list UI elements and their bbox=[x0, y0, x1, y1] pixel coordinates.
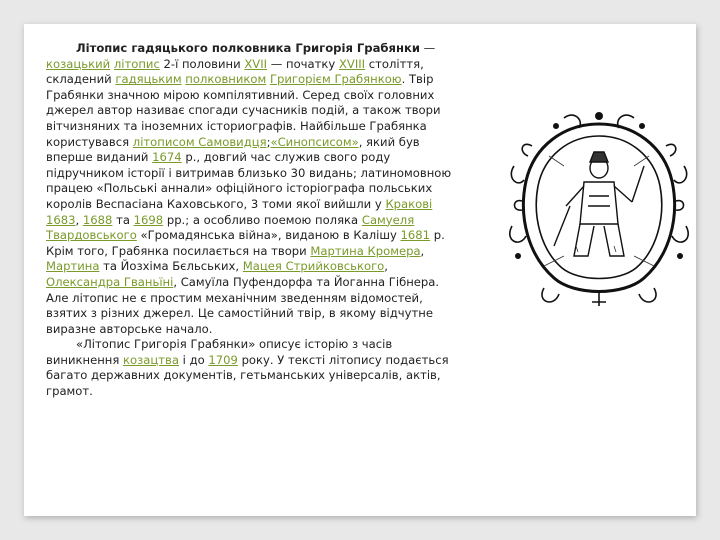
text-link[interactable]: «Синопсисом» bbox=[270, 134, 359, 149]
text-link[interactable]: 1674 bbox=[152, 150, 182, 165]
text-link[interactable]: літописом Самовидця bbox=[132, 134, 267, 149]
text-link[interactable]: козацький bbox=[46, 56, 111, 71]
paragraph-1 bbox=[46, 41, 464, 337]
text-run: 2-ї половини bbox=[159, 56, 245, 71]
text-link[interactable]: XVII bbox=[244, 56, 268, 71]
text-link[interactable]: полковником bbox=[185, 72, 267, 87]
text-run: «Громадянська війна», виданою в Калішу bbox=[136, 228, 401, 243]
text-link[interactable]: XVIII bbox=[338, 56, 366, 71]
text-link[interactable]: 1698 bbox=[133, 212, 164, 227]
slide bbox=[24, 24, 696, 516]
text-run: року. У тексті літопису подається багато державних документів, гетьманських універсалів, актів, грамот. bbox=[46, 352, 449, 399]
text-run: , Самуїла Пуфендорфа та Йоганна Гібнера. Але літопис не є простим механічним зведенням відомостей, взятих з різних джерел. Це самостійний твір, в якому відчутне виразне авторське начало. bbox=[46, 274, 440, 336]
text-link[interactable]: козацтва bbox=[123, 352, 179, 367]
document-title: Літопис гадяцького полковника Григорія Грабянки bbox=[76, 41, 420, 55]
text-link[interactable]: 1688 bbox=[82, 212, 113, 227]
text-run: . Твір Грабянки значною мірою компілятивний. Серед своїх головних джерел автор називає спогади сучасників подій, а також твори вітчизняних та іноземних істориографів. Найбільше Грабянка користувався bbox=[46, 72, 441, 149]
text-run: та Йозхіма Бєльських, bbox=[99, 259, 243, 274]
text-run: , bbox=[420, 243, 425, 258]
text-link[interactable]: літопис bbox=[113, 56, 160, 71]
text-run: століття, складений bbox=[46, 56, 424, 87]
text-link[interactable]: Григорієм Грабянкою bbox=[269, 72, 402, 87]
text-link[interactable]: Мартина bbox=[46, 259, 100, 274]
text-link[interactable]: 1681 bbox=[400, 228, 431, 243]
paragraph-2 bbox=[46, 337, 464, 399]
text-block bbox=[46, 41, 464, 400]
text-link[interactable]: 1709 bbox=[208, 352, 238, 367]
text-run: ; bbox=[266, 134, 271, 149]
cossack-emblem-icon bbox=[504, 106, 694, 311]
text-run: — початку bbox=[267, 56, 339, 71]
text-link[interactable]: Олександра Гваньїні bbox=[46, 274, 174, 289]
text-link[interactable]: Мартина Кромера bbox=[310, 243, 421, 258]
text-run: , який був вперше виданий bbox=[46, 134, 420, 165]
text-link[interactable]: гадяцьким bbox=[115, 72, 182, 87]
text-run: «Літопис Григорія Грабянки» описує історію з часів виникнення bbox=[46, 337, 393, 367]
text-run: , bbox=[384, 259, 388, 274]
text-link[interactable]: 1683 bbox=[46, 212, 76, 227]
text-link[interactable]: Мацея Стрийковського bbox=[242, 259, 385, 274]
text-run: і до bbox=[178, 352, 209, 367]
text-run: та bbox=[112, 212, 134, 227]
text-run: р., довгий час служив свого роду підручником історії і витримав близько 30 видань; латиномовною працею «Польські аннали» офіційного історіографа польських королів Веспасіана Каховського, 3 томи якої вийшли у bbox=[46, 150, 452, 211]
text-run: , bbox=[75, 212, 83, 227]
text-link[interactable]: Кракові bbox=[385, 196, 433, 211]
text-link[interactable]: Самуеля Твардовського bbox=[46, 212, 415, 243]
text-run: рр.; а особливо поемою поляка bbox=[163, 212, 362, 227]
text-run: р. Крім того, Грабянка посилається на твори bbox=[46, 228, 445, 258]
text-run: — bbox=[419, 41, 436, 55]
